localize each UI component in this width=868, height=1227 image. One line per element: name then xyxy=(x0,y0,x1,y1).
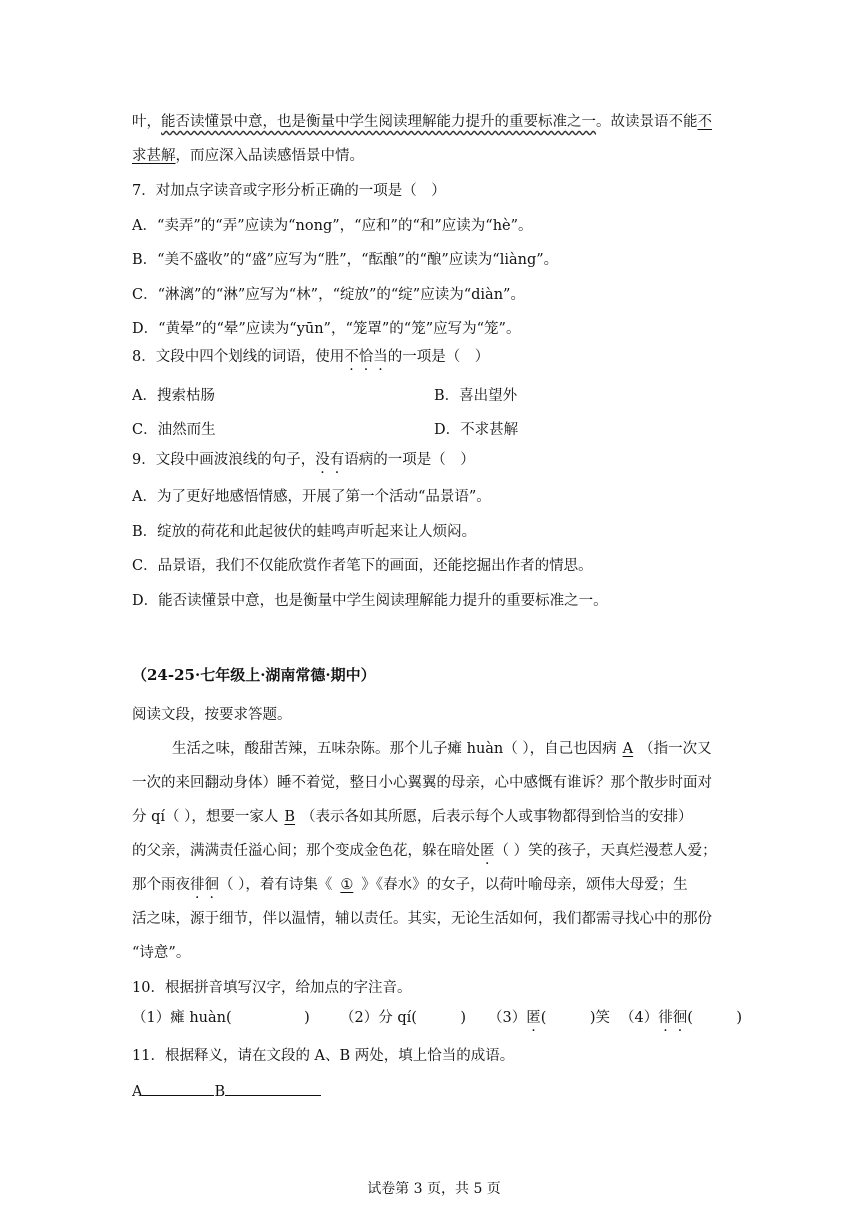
dotted-char: 匿 xyxy=(526,1010,541,1026)
q8-option-d: D．不求甚解 xyxy=(434,422,519,438)
passage-tail-line-2 xyxy=(132,146,364,166)
dotted-char: 有 xyxy=(329,452,345,468)
q7-stem: 7．对加点字读音或字形分析正确的一项是（ ） xyxy=(132,183,446,199)
q8-option-b: B．喜出望外 xyxy=(434,388,518,404)
q10-item-2: （2）分 qí( ) xyxy=(340,1010,467,1026)
passage-line-3 xyxy=(132,807,693,827)
text: 叶， xyxy=(132,114,161,130)
underlined-term: 求甚解 xyxy=(132,148,176,164)
dotted-char: 徊 xyxy=(204,877,219,893)
dotted-char: 徊 xyxy=(672,1010,688,1026)
text: 8．文段中四个划线的词语，使用 xyxy=(132,349,345,365)
dotted-char: 徘 xyxy=(190,877,205,893)
q9-option-c: C．品景语，我们不仅能欣赏作者笔下的画面，还能挖掘出作者的情思。 xyxy=(132,558,593,574)
text: （ ），着有诗集《 xyxy=(219,877,333,893)
page-footer: 试卷第 3 页，共 5 页 xyxy=(367,1181,501,1197)
passage-line-7: “诗意”。 xyxy=(132,945,191,961)
wavy-sentence: 能否读懂景中意，也是衡量中学生阅读理解能力提升的重要标准之一 xyxy=(161,114,596,130)
blank-a: A xyxy=(622,741,634,757)
q11-answer-line xyxy=(132,1081,321,1102)
dotted-char: 匿 xyxy=(480,843,495,859)
dotted-char: 当 xyxy=(373,349,388,365)
passage-line-6: 活之味，源于细节，伴以温情，辅以责任。其实，无论生活如何，我们都需寻找心中的那份 xyxy=(132,911,712,927)
q9-option-d: D．能否读懂景中意，也是衡量中学生阅读理解能力提升的重要标准之一。 xyxy=(132,593,608,609)
text: （4） xyxy=(620,1010,659,1026)
text: 语病的一项是（ ） xyxy=(344,452,475,468)
dotted-char: 恰 xyxy=(358,349,374,365)
text: ，而应深入品读感悟景中情。 xyxy=(175,148,364,164)
text: 9．文段中画波浪线的句子， xyxy=(132,452,316,468)
text: 分 qí（ ），想要一家人 xyxy=(132,809,279,825)
q9-stem xyxy=(132,450,475,470)
text: 那个雨夜 xyxy=(132,877,190,893)
passage-line-2: 一次的来回翻动身体）睡不着觉，整日小心翼翼的母亲，心中感慨有谁诉？那个散步时面对 xyxy=(132,775,712,791)
text: 生活之味，酸甜苦辣，五味杂陈。那个儿子瘫 huàn（ ），自己也因病 xyxy=(172,741,617,757)
dotted-char: 徘 xyxy=(658,1010,673,1026)
q10-stem: 10．根据拼音填写汉字，给加点的字注音。 xyxy=(132,980,412,996)
q8-stem xyxy=(132,347,489,367)
blank-b: B xyxy=(284,809,296,825)
text: 》《春水》的女子，以荷叶喻母亲，颂伟大母爱；生 xyxy=(361,877,688,893)
q7-option-d: D．“黄晕”的“晕”应读为“yūn”，“笼罩”的“笼”应写为“笼”。 xyxy=(132,321,521,337)
answer-blank-a[interactable] xyxy=(142,1081,214,1096)
q8-option-c: C．油然而生 xyxy=(132,422,216,438)
text: ( ) xyxy=(687,1010,743,1026)
q10-item-3 xyxy=(488,1008,610,1028)
q7-option-a: A．“卖弄”的“弄”应读为“nong”，“应和”的“和”应读为“hè”。 xyxy=(132,218,533,234)
text: ( )笑 xyxy=(540,1010,611,1026)
text: （表示各如其所愿，后表示每个人或事物都得到恰当的安排） xyxy=(301,809,693,825)
underlined-term: 不 xyxy=(697,114,712,130)
q7-option-c: C．“淋漓”的“淋”应写为“林”，“绽放”的“绽”应读为“diàn”。 xyxy=(132,287,525,303)
passage-line-4 xyxy=(132,841,717,861)
answer-blank-b[interactable] xyxy=(225,1081,321,1096)
passage-line-5 xyxy=(132,875,688,895)
text: （3） xyxy=(488,1010,527,1026)
q9-option-b: B．绽放的荷花和此起彼伏的蛙鸣声听起来让人烦闷。 xyxy=(132,524,477,540)
dotted-char: 没 xyxy=(315,452,330,468)
q7-option-b: B．“美不盛收”的“盛”应写为“胜”，“酝酿”的“酿”应读为“liàng”。 xyxy=(132,252,559,268)
text: （ ）笑的孩子，天真烂漫惹人爱； xyxy=(494,843,717,859)
text: 的父亲，满满责任溢心间；那个变成金色花，躲在暗处 xyxy=(132,843,480,859)
section-heading: （24-25·七年级上·湖南常德·期中） xyxy=(132,666,376,684)
passage-tail-line-1 xyxy=(132,112,712,132)
blank-1: ① xyxy=(340,877,354,893)
text: 的一项是（ ） xyxy=(387,349,490,365)
answer-label-a: A xyxy=(132,1084,143,1100)
q10-item-1: （1）瘫 huàn( ) xyxy=(132,1010,310,1026)
q9-option-a: A．为了更好地感悟情感，开展了第一个活动“品景语”。 xyxy=(132,489,491,505)
answer-label-b: B xyxy=(214,1084,226,1100)
text: 。故读景语不能 xyxy=(596,114,698,130)
q11-stem: 11．根据释义，请在文段的 A、B 两处，填上恰当的成语。 xyxy=(132,1048,515,1064)
section-instruction: 阅读文段，按要求答题。 xyxy=(132,707,292,723)
q10-item-4 xyxy=(620,1008,742,1028)
dotted-char: 不 xyxy=(344,349,359,365)
q8-option-a: A．搜索枯肠 xyxy=(132,388,215,404)
passage-line-1 xyxy=(172,739,712,759)
text: （指一次又 xyxy=(639,741,712,757)
